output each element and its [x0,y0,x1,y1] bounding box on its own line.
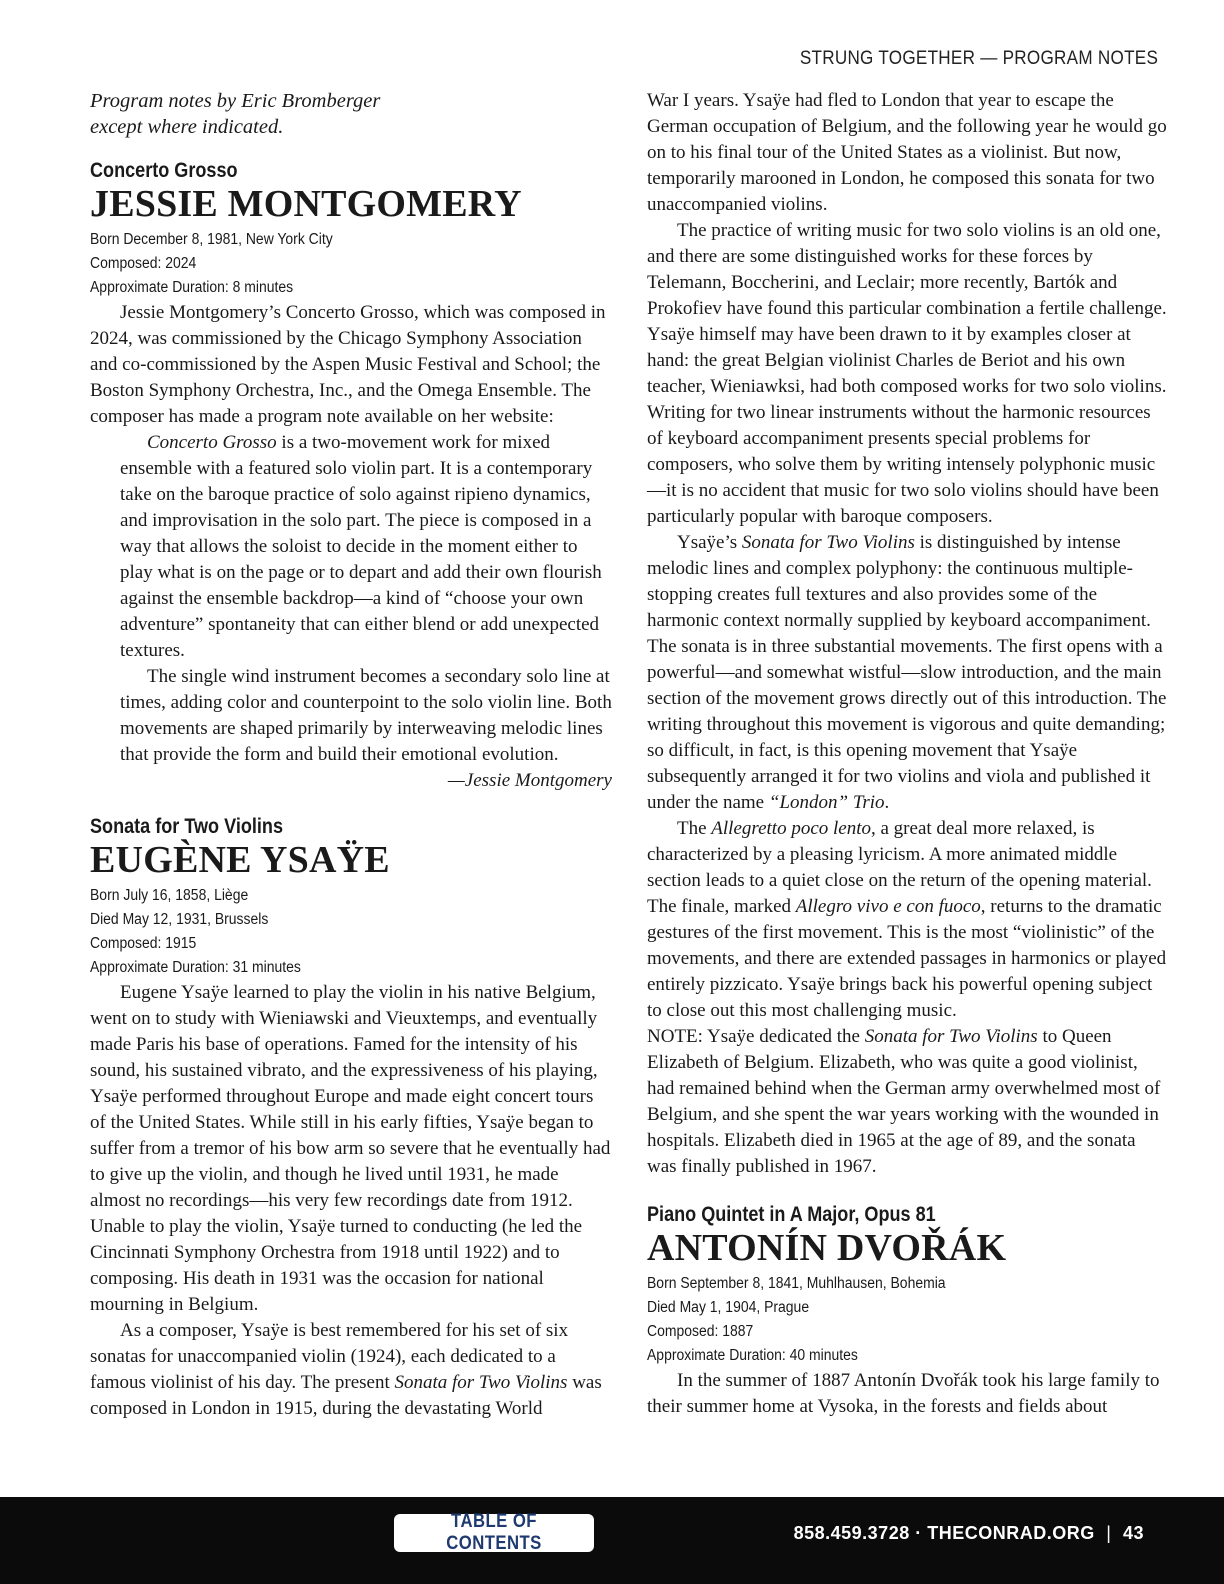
text-run: to Queen Elizabeth of Belgium. Elizabeth, who was quite a good violinist, had remained behind when the German army overwhelmed most of Belgium, and she spent the war years working with the wounded in hospitals. Elizabeth died in 1965 at the age of 89, and the sonata was finally published in 1967. [647,1026,1161,1177]
text-run: is distinguished by intense melodic lines and complex polyphony: the continuous multiple-stopping creates full textures and also provides some of the harmonic context normally supplied by keyboard accompaniment. The sonata is in three substantial movements. The first opens with a powerful—and somewhat wistful—slow introduction, and the main section of the movement grows directly out of this introduction. The writing throughout this movement is vigorous and quite demanding; so difficult, in fact, is this opening movement that Ysaÿe subsequently arranged it for two violins and viola and published it under the name [647,532,1167,813]
quote-paragraph: The single wind instrument becomes a secondary solo line at times, adding color and counterpoint to the solo violin line. Both movements are shaped primarily by interweaving melodic lines that provide the form and build their emotional evolution. [120,666,612,765]
body-paragraph: Jessie Montgomery’s Concerto Grosso, which was composed in 2024, was commissioned by the Chicago Symphony Association and co-commissioned by the Aspen Music Festival and School; the Boston Symphony Orchestra, Inc., and the Omega Ensemble. The composer has made a program note available on her website: [90,302,606,427]
body-paragraph [647,530,1169,816]
dot-separator: · [915,1523,922,1543]
fact-duration: Approximate Duration: 40 minutes [647,1347,858,1364]
quote-attribution: —Jessie Montgomery [447,770,612,791]
body-paragraph: In the summer of 1887 Antonín Dvořák took his large family to their summer home at Vysoka, in the forests and fields about [647,1370,1160,1417]
left-column [90,88,612,1422]
ysaye-section [90,814,612,1422]
work-title: Concerto Grosso [90,159,238,182]
byline [90,88,612,140]
fact-composed: Composed: 2024 [90,255,197,272]
dvorak-section [647,1202,1169,1420]
text-run: was composed in London in 1915, during the devastating World [90,1372,602,1419]
italic-term: Allegretto poco lento [711,818,871,839]
right-column [647,88,1169,1420]
composer-name: ANTONÍN DVOŘÁK [647,1227,1007,1269]
fact-born: Born December 8, 1981, New York City [90,231,333,248]
work-title: Sonata for Two Violins [90,815,284,838]
composer-quote [120,430,612,768]
text-run: As a composer, Ysaÿe is best remembered for his set of six sonatas for unaccompanied violin (1924), each dedicated to a famous violinist of his day. The present [90,1320,569,1393]
fact-born: Born September 8, 1841, Muhlhausen, Bohemia [647,1275,946,1292]
montgomery-section [90,158,612,794]
fact-died: Died May 12, 1931, Brussels [90,911,269,928]
toc-label: TABLE OF CONTENTS [446,1511,542,1554]
fact-born: Born July 16, 1858, Liège [90,887,249,904]
quote-text: is a two-movement work for mixed ensemble with a featured solo violin part. It is a contemporary take on the baroque practice of solo against ripieno dynamics, and improvisation in the solo part. The piece is composed in a way that allows the soloist to decide in the moment either to play what is on the page or to depart and add their own flourish against the ensemble backdrop—a kind of “choose your own adventure” spontaneity that can either blend or add unexpected textures. [120,432,602,661]
divider: | [1106,1523,1112,1543]
fact-duration: Approximate Duration: 8 minutes [90,279,294,296]
italic-title: Sonata for Two Violins [864,1026,1038,1047]
fact-died: Died May 1, 1904, Prague [647,1299,810,1316]
italic-title: Sonata for Two Violins [394,1372,568,1393]
byline-line-2: except where indicated. [90,116,284,138]
body-paragraph: Eugene Ysaÿe learned to play the violin in his native Belgium, went on to study with Wieniawski and Vieuxtemps, and eventually made Paris his base of operations. Famed for the intensity of his sound, his sustained vibrato, and the expressiveness of his playing, Ysaÿe performed throughout Europe and made eight concert tours of the United States. While still in his early fifties, Ysaÿe began to suffer from a tremor of his bow arm so severe that he eventually had to give up the violin, and though he lived until 1931, he made almost no recordings—his very few recordings date from 1912. Unable to play the violin, Ysaÿe turned to conducting (he led the Cincinnati Symphony Orchestra from 1918 until 1922) and to composing. His death in 1931 was the occasion for national mourning in Belgium. [90,982,611,1315]
dedication-note [647,1024,1169,1180]
italic-title: “London” Trio [768,792,885,813]
footer-bar [0,1497,1224,1584]
text-run: , returns to the dramatic gestures of the first movement. This is the most “violinistic” of the movements, and there are extended passages in harmonics or played entirely pizzicato. Ysaÿe brings back his powerful opening subject to close out this most challenging music. [647,896,1167,1021]
fact-composed: Composed: 1887 [647,1323,754,1340]
footer-info [794,1523,1144,1544]
fact-composed: Composed: 1915 [90,935,197,952]
text-run: The [677,818,712,839]
text-run: Ysaÿe’s [677,532,742,553]
composer-name: JESSIE MONTGOMERY [90,183,522,225]
quote-paragraph [120,430,612,664]
work-title: Piano Quintet in A Major, Opus 81 [647,1203,936,1226]
italic-title: Sonata for Two Violins [741,532,915,553]
body-paragraph-continuation: War I years. Ysaÿe had fled to London that year to escape the German occupation of Belgium, and the following year he would go on to his final tour of the United States as a violinist. But now, temporarily marooned in London, he composed this sonata for two unaccompanied violins. [647,90,1167,215]
phone-link[interactable]: 858.459.3728 [793,1523,910,1543]
body-paragraph [647,816,1169,1024]
website-link[interactable]: THECONRAD.ORG [927,1523,1095,1543]
body-paragraph: The practice of writing music for two solo violins is an old one, and there are some distinguished works for these forces by Telemann, Boccherini, and Leclair; more recently, Bartók and Prokofiev have found this particular combination a fertile challenge. Ysaÿe himself may have been drawn to it by examples closer at hand: the great Belgian violinist Charles de Beriot and his own teacher, Wieniawksi, had both composed works for two solo violins. Writing for two linear instruments without the harmonic resources of keyboard accompaniment presents special problems for composers, who solve them by writing intensely polyphonic music—it is no accident that music for two solo violins should have been particularly popular with baroque composers. [647,220,1167,527]
page-number: 43 [1122,1523,1144,1543]
fact-duration: Approximate Duration: 31 minutes [90,959,301,976]
italic-title: Concerto Grosso [147,432,277,453]
text-run: NOTE: Ysaÿe dedicated the [647,1026,865,1047]
table-of-contents-button[interactable] [394,1511,594,1554]
running-head: STRUNG TOGETHER — PROGRAM NOTES [799,48,1158,69]
text-run: , a great deal more relaxed, is characterized by a pleasing lyricism. A more animated middle section leads to a quiet close on the return of the opening material. The finale, marked [647,818,1152,917]
composer-name: EUGÈNE YSAŸE [90,839,390,881]
byline-line-1: Program notes by Eric Bromberger [90,90,381,112]
text-run: . [884,792,890,813]
italic-term: Allegro vivo e con fuoco [795,896,981,917]
body-paragraph-continued [90,1318,612,1422]
